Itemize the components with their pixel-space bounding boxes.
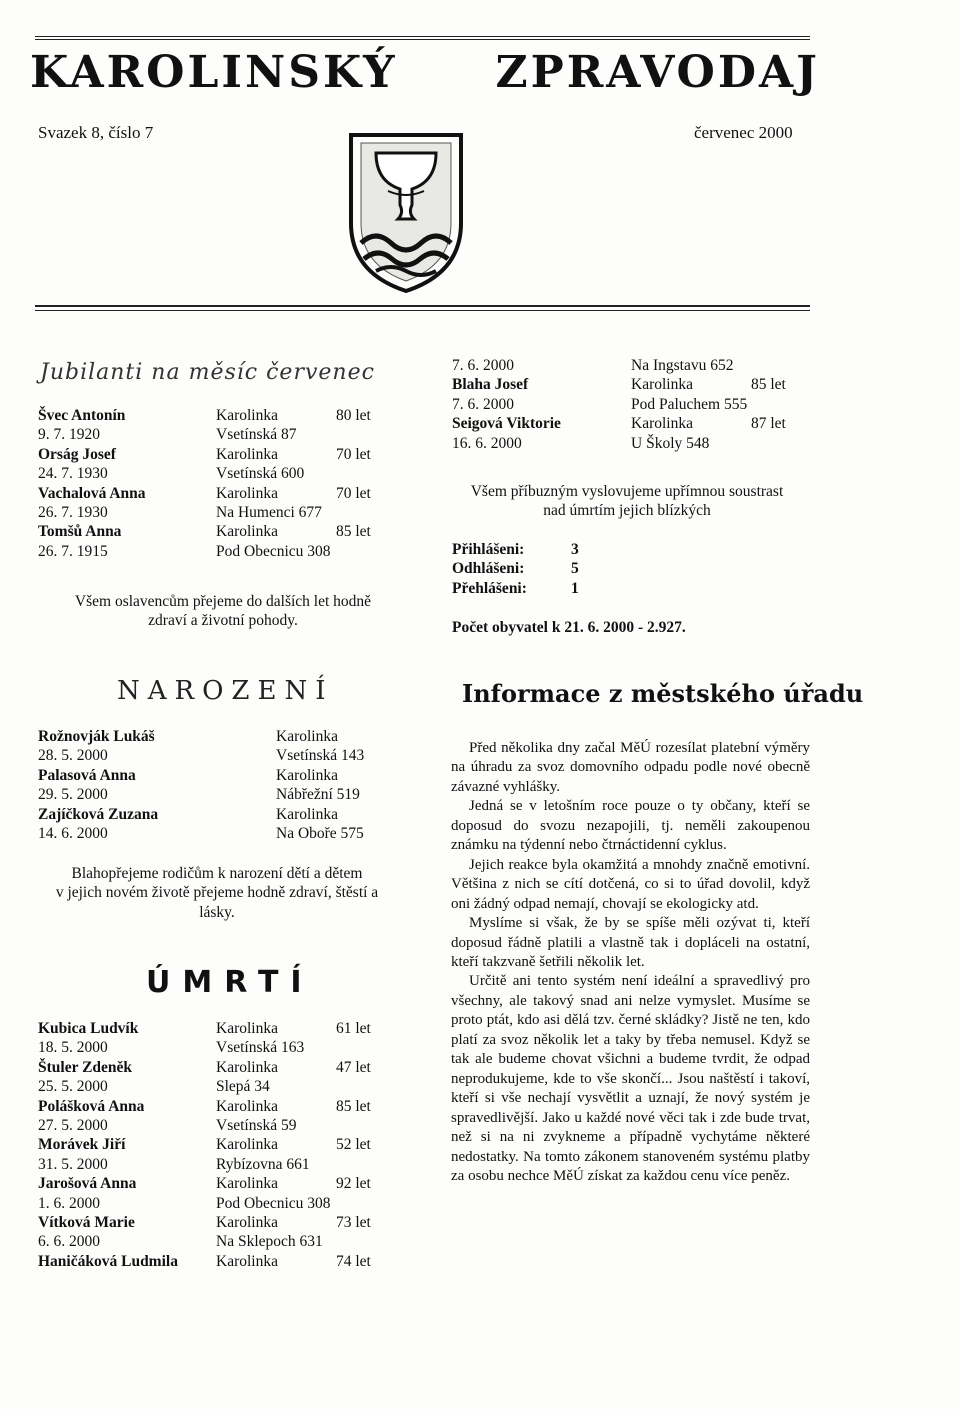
jubilant-name: Švec Antonín (38, 407, 126, 424)
death-age: 85 let (751, 376, 786, 394)
death-address: Rybízovna 661 (216, 1155, 310, 1173)
registered-value: 3 (571, 541, 579, 558)
list-item (38, 484, 398, 503)
list-item (38, 542, 398, 561)
births-wish (28, 864, 406, 922)
jubilant-name: Orság Josef (38, 445, 116, 463)
death-place: Karolinka (216, 1097, 278, 1115)
death-address: Vsetínská 163 (216, 1039, 305, 1057)
population-total: Počet obyvatel k 21. 6. 2000 - 2.927. (452, 619, 686, 636)
birth-date: 14. 6. 2000 (38, 824, 108, 842)
list-item (38, 1097, 408, 1116)
masthead (30, 44, 820, 100)
death-name: Polášková Anna (38, 1097, 145, 1115)
births-title: NAROZENÍ (117, 676, 334, 706)
list-item (38, 1194, 408, 1213)
jubilant-address: Pod Obecnicu 308 (216, 542, 331, 560)
list-item (38, 746, 398, 765)
jubilants-wish-line: Všem oslavencům přejeme do dalších let hodně (74, 593, 372, 610)
jubilant-age: 85 let (336, 523, 371, 541)
list-item (38, 1019, 408, 1038)
jubilant-name: Tomšů Anna (38, 523, 122, 541)
list-item (38, 1174, 408, 1193)
list-item (38, 766, 398, 785)
death-name: Haničáková Ludmila (38, 1252, 178, 1270)
list-item (38, 1252, 408, 1271)
list-item (38, 1135, 408, 1154)
info-paragraph: Určitě ani tento systém není ideální a spravedlivý pro všechny, ale takový snad ani nelze vymyslet. Musíme se proto ptát, kdo asi dělá tzv. černé skládky? Jistě ne ten, kdo platí za svoz několik let a taky by třeba nemusel. Když se tak ale budeme chovat všichni a budeme tvrdit, že odpad neprodukujeme, kde to vše skončí... Jsou naštěstí i takoví, kteří si vše nechají vysvětlit a uznají, že nový systém je spravedlivější. Jako u každé nové věci tak i zde bude trvat, než si na ni zvykneme a případně vychytáme některé nedostatky. Na tomto zákonem stanoveném systému platby za osobu nechce MěÚ získat za každou cenu více peněz. (451, 973, 810, 1184)
death-place: Karolinka (216, 1020, 278, 1037)
death-date: 25. 5. 2000 (38, 1078, 108, 1096)
death-name: Kubica Ludvík (38, 1020, 139, 1037)
birth-address: Vsetínská 143 (276, 747, 365, 765)
birth-date: 28. 5. 2000 (38, 747, 108, 765)
condolence-line: Všem příbuzným vyslovujeme upřímnou soustrast (470, 483, 784, 500)
death-address: Na Ingstavu 652 (631, 357, 734, 374)
list-item (452, 375, 812, 394)
death-name: Jarošová Anna (38, 1175, 137, 1193)
death-age: 85 let (336, 1097, 371, 1115)
death-date: 6. 6. 2000 (38, 1233, 100, 1251)
birth-place: Karolinka (276, 766, 338, 784)
jubilant-name: Vachalová Anna (38, 484, 146, 502)
list-item (38, 1155, 408, 1174)
list-item (38, 445, 398, 464)
death-date: 31. 5. 2000 (38, 1155, 108, 1173)
death-place: Karolinka (216, 1058, 278, 1076)
info-paragraph: Před několika dny začal MěÚ rozesílat platební výměry na úhradu za svoz domovního odpadu podle nové obecně závazné vyhlášky. (451, 740, 810, 795)
jubilant-date: 24. 7. 1930 (38, 465, 108, 483)
jubilant-place: Karolinka (216, 407, 278, 424)
death-address: Pod Paluchem 555 (631, 395, 748, 413)
birth-date: 29. 5. 2000 (38, 786, 108, 804)
list-item (38, 425, 398, 444)
death-age: 74 let (336, 1252, 371, 1270)
top-rule-2 (35, 39, 810, 40)
death-name: Vítková Marie (38, 1213, 135, 1231)
jubilants-list (38, 406, 398, 561)
list-item (38, 464, 398, 483)
death-age: 92 let (336, 1175, 371, 1193)
death-age: 52 let (336, 1136, 371, 1154)
jubilant-place: Karolinka (216, 523, 278, 541)
masthead-title-right: ZPRAVODAJ (495, 46, 820, 98)
death-date: 7. 6. 2000 (452, 357, 514, 374)
reregistered-label: Přehlášeni: (452, 579, 527, 597)
death-date: 1. 6. 2000 (38, 1194, 100, 1212)
death-name: Blaha Josef (452, 376, 529, 394)
birth-name: Rožnovják Lukáš (38, 728, 155, 745)
list-item (38, 1038, 408, 1057)
death-age: 47 let (336, 1058, 371, 1076)
birth-name: Zajíčková Zuzana (38, 805, 159, 823)
list-item (38, 1058, 408, 1077)
list-item (452, 414, 812, 433)
births-list (38, 727, 398, 843)
death-date: 18. 5. 2000 (38, 1039, 108, 1057)
birth-address: Nábřežní 519 (276, 786, 360, 804)
birth-address: Na Oboře 575 (276, 824, 364, 842)
jubilant-place: Karolinka (216, 445, 278, 463)
list-item (38, 522, 398, 541)
jubilant-date: 26. 7. 1915 (38, 542, 108, 560)
list-item (452, 434, 812, 453)
deregistered-value: 5 (571, 560, 579, 578)
stat-row (452, 559, 812, 578)
info-paragraph: Myslíme si však, že by se spíše měli ozývat ti, kteří doposud řádně platili a vlastně tak i dopláceli na ostatní, kteří takzvaně šetřili několik let. (451, 915, 810, 970)
jubilant-address: Vsetínská 87 (216, 426, 297, 444)
list-item (38, 406, 398, 425)
population-stats (452, 540, 812, 598)
info-paragraph: Jedná se v letošním roce pouze o ty občany, kteří se doposud do svozu nezapojili, tj. neměli zakoupenou známku na týdenní nebo čtrnáctidenní cyklus. (451, 798, 810, 854)
death-place: Karolinka (631, 376, 693, 394)
list-item (452, 395, 812, 414)
death-place: Karolinka (216, 1175, 278, 1193)
condolence (442, 482, 812, 521)
jubilant-age: 70 let (336, 445, 371, 463)
list-item (38, 785, 398, 804)
death-address: U Školy 548 (631, 434, 710, 452)
list-item (38, 503, 398, 522)
list-item (38, 805, 398, 824)
birth-place: Karolinka (276, 805, 338, 823)
list-item (38, 1116, 408, 1135)
stat-row (452, 579, 812, 598)
death-place: Karolinka (216, 1213, 278, 1231)
jubilants-wish-line: zdraví a životní pohody. (148, 612, 298, 630)
info-paragraph: Jejich reakce byla okamžitá a mnohdy značně emotivní. Většina z nich se cítí dotčená, co si to úřad dovolil, když oni žádný odpad nemají, chovají se ekologicky atd. (451, 856, 810, 912)
death-name: Morávek Jiří (38, 1136, 126, 1154)
death-place: Karolinka (631, 415, 693, 433)
death-age: 73 let (336, 1213, 371, 1231)
births-wish-line: v jejich novém životě přejeme hodně zdraví, štěstí a (55, 884, 379, 902)
masthead-title-left: KAROLINSKÝ (30, 46, 398, 98)
jubilants-wish (38, 592, 408, 631)
birth-name: Palasová Anna (38, 766, 136, 784)
top-rule (35, 36, 810, 37)
issue-date: červenec 2000 (694, 123, 793, 142)
header-rule (35, 305, 810, 307)
death-date: 7. 6. 2000 (452, 395, 514, 413)
list-item (452, 356, 812, 375)
jubilant-place: Karolinka (216, 484, 278, 502)
list-item (38, 727, 398, 746)
death-age: 87 let (751, 415, 786, 433)
jubilant-age: 80 let (336, 407, 371, 424)
deaths-continued (452, 356, 812, 453)
deaths-title: ÚMRTÍ (146, 965, 314, 1000)
death-date: 27. 5. 2000 (38, 1116, 108, 1134)
list-item (38, 824, 398, 843)
death-address: Vsetínská 59 (216, 1116, 297, 1134)
volume-number: Svazek 8, číslo 7 (38, 123, 154, 142)
birth-place: Karolinka (276, 728, 338, 745)
death-place: Karolinka (216, 1252, 278, 1270)
jubilant-address: Na Humenci 677 (216, 503, 322, 521)
condolence-line: nad úmrtím jejich blízkých (543, 502, 711, 520)
info-title: Informace z městského úřadu (462, 679, 864, 708)
registered-label: Přihlášeni: (452, 541, 525, 558)
stat-row (452, 540, 812, 559)
death-place: Karolinka (216, 1136, 278, 1154)
death-date: 16. 6. 2000 (452, 434, 522, 452)
jubilant-date: 9. 7. 1920 (38, 426, 100, 444)
death-age: 61 let (336, 1020, 371, 1037)
jubilants-title: Jubilanti na měsíc červenec (40, 360, 375, 385)
death-address: Slepá 34 (216, 1078, 270, 1096)
header-rule-2 (35, 310, 810, 311)
deregistered-label: Odhlášeni: (452, 560, 525, 578)
jubilant-age: 70 let (336, 484, 371, 502)
death-name: Seigová Viktorie (452, 415, 561, 433)
list-item (38, 1213, 408, 1232)
death-address: Na Sklepoch 631 (216, 1233, 323, 1251)
coat-of-arms-icon (346, 133, 466, 293)
deaths-list (38, 1019, 408, 1271)
death-address: Pod Obecnicu 308 (216, 1194, 331, 1212)
births-wish-line: Blahopřejeme rodičům k narození dětí a dětem (71, 865, 363, 882)
jubilant-address: Vsetínská 600 (216, 465, 305, 483)
reregistered-value: 1 (571, 579, 579, 597)
death-name: Štuler Zdeněk (38, 1058, 133, 1076)
info-article (451, 739, 810, 1186)
list-item (38, 1232, 408, 1251)
list-item (38, 1077, 408, 1096)
births-wish-line: lásky. (199, 903, 235, 921)
jubilant-date: 26. 7. 1930 (38, 503, 108, 521)
